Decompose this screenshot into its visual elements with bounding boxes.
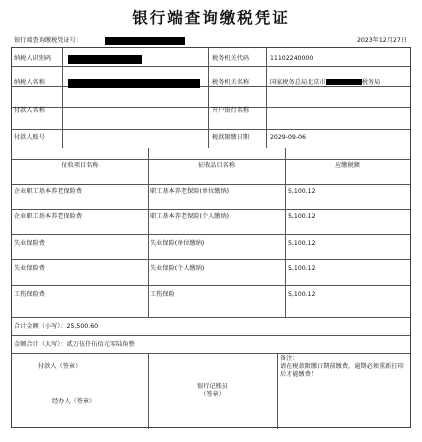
info-value-deadline: 2029-09-06 bbox=[270, 134, 306, 141]
taxpayer-name-redaction bbox=[68, 79, 200, 88]
cert-no-redaction bbox=[105, 37, 185, 45]
info-label-deadline: 税款限缴日期 bbox=[212, 134, 250, 141]
item-name: 工伤保险 bbox=[150, 291, 175, 298]
tax-voucher-table bbox=[11, 47, 411, 428]
item-amount: 5,100.12 bbox=[288, 265, 316, 272]
item-amount: 5,100.12 bbox=[288, 188, 316, 195]
header-item-name: 征收品目名称 bbox=[197, 162, 236, 169]
taxpayer-id-redaction bbox=[68, 55, 142, 64]
document-meta-line bbox=[11, 35, 411, 47]
bank-clerk-sign-label: （签章） bbox=[200, 391, 225, 398]
handler-signature-label: 经办人（签章） bbox=[52, 398, 96, 405]
header-project-name: 征收项目名称 bbox=[61, 162, 99, 169]
tax-office-name-prefix: 国家税务总局北京市 bbox=[270, 79, 326, 86]
tax-office-name-redaction bbox=[326, 79, 362, 85]
cert-no-label: 银行端查询缴税凭证号： bbox=[14, 37, 83, 44]
item-name: 职工基本养老保险(单位缴纳) bbox=[150, 188, 230, 195]
item-project: 失业保险费 bbox=[14, 265, 45, 272]
item-amount: 5,100.12 bbox=[288, 213, 316, 220]
item-project: 企业职工基本养老保险费 bbox=[14, 213, 83, 220]
info-value-tax-office-code: 11102240000 bbox=[270, 55, 314, 62]
bank-clerk-label: 银行记账员 bbox=[197, 383, 228, 390]
info-value-tax-office-name bbox=[270, 79, 380, 87]
tax-office-name-suffix: 税务局 bbox=[361, 79, 381, 86]
info-label-tax-office-code: 税务机关代码 bbox=[212, 55, 250, 62]
item-amount: 5,100.12 bbox=[288, 291, 316, 298]
info-label-payer-account: 付款人账号 bbox=[14, 134, 45, 141]
total-amount-uppercase: 金额合计（大写）：贰万伍仟伍佰元零陆角整 bbox=[14, 341, 135, 348]
info-label-payer-name: 付款人名称 bbox=[14, 107, 45, 114]
item-name: 职工基本养老保险(个人缴纳) bbox=[150, 213, 230, 220]
remark-title: 备注： bbox=[280, 355, 299, 362]
payer-signature-label: 付款人（签章） bbox=[38, 363, 82, 370]
document-title: 银行端查询缴税凭证 bbox=[132, 8, 290, 27]
item-amount: 5,100.12 bbox=[288, 240, 316, 247]
document-date: 2023年12月27日 bbox=[356, 37, 407, 44]
info-label-taxpayer-id: 纳税人识别码 bbox=[14, 55, 52, 62]
item-name: 失业保险(单位缴纳) bbox=[150, 240, 205, 247]
item-name: 失业保险(个人缴纳) bbox=[150, 265, 205, 272]
total-amount-lowercase: 合计金额（小写）：25,500.60 bbox=[14, 323, 99, 330]
header-amount: 应缴税额 bbox=[335, 162, 360, 169]
remark-text: 请在税款限缴日期前缴费，逾期必须重新打印后才能缴费！ bbox=[280, 363, 404, 378]
item-project: 企业职工基本养老保险费 bbox=[14, 188, 83, 195]
info-label-bank-name: 开户银行名称 bbox=[212, 107, 250, 114]
item-project: 工伤保险费 bbox=[14, 291, 45, 298]
info-label-tax-office-name: 税务机关名称 bbox=[212, 79, 250, 86]
info-label-taxpayer-name: 纳税人名称 bbox=[14, 79, 45, 86]
item-project: 失业保险费 bbox=[14, 240, 45, 247]
